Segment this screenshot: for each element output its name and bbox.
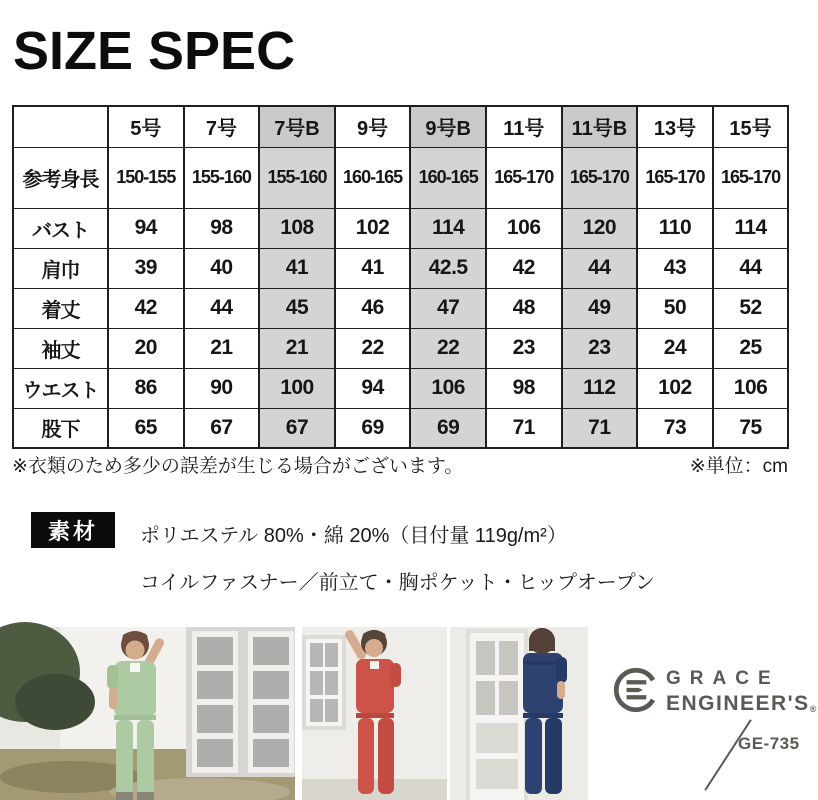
row-label-bust: バスト [13, 208, 108, 248]
table-cell: 98 [184, 208, 260, 248]
table-cell: 40 [184, 248, 260, 288]
table-cell: 42 [486, 248, 562, 288]
row-label-shoulder: 肩巾 [13, 248, 108, 288]
disclaimer-note: ※衣類のため多少の誤差が生じる場合がございます。 [12, 456, 464, 477]
brand-wordmark [666, 669, 818, 714]
table-cell: 49 [562, 288, 638, 328]
page-title: SIZE SPEC [13, 21, 296, 81]
registered-trademark-symbol: ® [809, 704, 818, 714]
row-label-length: 着丈 [13, 288, 108, 328]
table-cell: 23 [486, 328, 562, 368]
table-row-bust [13, 208, 788, 248]
table-cell: 114 [713, 208, 789, 248]
footer-photo-strip [0, 627, 818, 800]
col-header-7b: 7号B [259, 106, 335, 147]
table-cell: 75 [713, 408, 789, 448]
table-cell: 102 [637, 368, 713, 408]
grace-engineers-logo-icon [612, 666, 660, 714]
table-cell: 100 [259, 368, 335, 408]
table-cell: 22 [335, 328, 411, 368]
brand-name-grace: GRACE [666, 668, 780, 689]
table-cell: 94 [335, 368, 411, 408]
table-cell: 45 [259, 288, 335, 328]
table-cell: 52 [713, 288, 789, 328]
row-label-inseam: 股下 [13, 408, 108, 448]
photo-gap [295, 627, 302, 800]
row-label-height: 参考身長 [13, 147, 108, 208]
table-cell: 67 [184, 408, 260, 448]
header-row [13, 106, 788, 147]
table-cell: 46 [335, 288, 411, 328]
table-cell: 50 [637, 288, 713, 328]
table-cell: 150-155 [108, 147, 184, 208]
table-cell: 160-165 [335, 147, 411, 208]
table-row-waist [13, 368, 788, 408]
table-cell: 106 [486, 208, 562, 248]
table-cell: 73 [637, 408, 713, 448]
table-cell: 23 [562, 328, 638, 368]
table-cell: 42 [108, 288, 184, 328]
table-cell: 71 [562, 408, 638, 448]
table-cell: 94 [108, 208, 184, 248]
table-cell: 106 [713, 368, 789, 408]
col-header-11b: 11号B [562, 106, 638, 147]
table-cell: 42.5 [410, 248, 486, 288]
col-header-13: 13号 [637, 106, 713, 147]
table-cell: 25 [713, 328, 789, 368]
table-cell: 21 [184, 328, 260, 368]
photo-model-green-jumpsuit [0, 627, 295, 800]
photo-model-navy-jumpsuit [450, 627, 588, 800]
table-cell: 112 [562, 368, 638, 408]
photo-model-red-jumpsuit [302, 627, 447, 800]
col-header-7: 7号 [184, 106, 260, 147]
table-notes [12, 451, 788, 478]
table-cell: 110 [637, 208, 713, 248]
table-cell: 102 [335, 208, 411, 248]
table-row-shoulder [13, 248, 788, 288]
table-cell: 41 [335, 248, 411, 288]
table-cell: 160-165 [410, 147, 486, 208]
material-badge: 素材 [31, 512, 115, 548]
material-composition: ポリエステル 80%・綿 20%（目付量 119g/m²） [140, 525, 567, 547]
table-row-length [13, 288, 788, 328]
col-header-5: 5号 [108, 106, 184, 147]
table-cell: 155-160 [259, 147, 335, 208]
table-cell: 69 [335, 408, 411, 448]
table-cell: 108 [259, 208, 335, 248]
table-cell: 67 [259, 408, 335, 448]
table-cell: 86 [108, 368, 184, 408]
table-cell: 21 [259, 328, 335, 368]
table-cell: 43 [637, 248, 713, 288]
unit-note: ※単位：cm [689, 456, 788, 477]
table-row-height [13, 147, 788, 208]
product-model-code: GE-735 [738, 734, 800, 753]
table-cell: 90 [184, 368, 260, 408]
corner-cell [13, 106, 108, 147]
table-cell: 22 [410, 328, 486, 368]
col-header-11: 11号 [486, 106, 562, 147]
table-cell: 48 [486, 288, 562, 328]
table-cell: 24 [637, 328, 713, 368]
table-cell: 44 [713, 248, 789, 288]
brand-logo-area [588, 627, 818, 800]
table-row-inseam [13, 408, 788, 448]
brand-name-engineers: ENGINEER'S® [666, 692, 818, 715]
logo-slash-line [704, 719, 751, 791]
row-label-sleeve: 袖丈 [13, 328, 108, 368]
table-cell: 47 [410, 288, 486, 328]
table-cell: 41 [259, 248, 335, 288]
table-cell: 44 [184, 288, 260, 328]
table-cell: 165-170 [637, 147, 713, 208]
table-cell: 39 [108, 248, 184, 288]
table-cell: 69 [410, 408, 486, 448]
table-cell: 165-170 [713, 147, 789, 208]
col-header-9b: 9号B [410, 106, 486, 147]
table-cell: 165-170 [486, 147, 562, 208]
table-cell: 44 [562, 248, 638, 288]
size-spec-table [12, 105, 789, 449]
table-cell: 98 [486, 368, 562, 408]
table-row-sleeve [13, 328, 788, 368]
table-cell: 120 [562, 208, 638, 248]
table-cell: 155-160 [184, 147, 260, 208]
row-label-waist: ウエスト [13, 368, 108, 408]
material-features: コイルファスナー／前立て・胸ポケット・ヒップオープン [140, 572, 655, 594]
table-cell: 114 [410, 208, 486, 248]
col-header-9: 9号 [335, 106, 411, 147]
col-header-15: 15号 [713, 106, 789, 147]
table-cell: 65 [108, 408, 184, 448]
table-cell: 20 [108, 328, 184, 368]
table-cell: 106 [410, 368, 486, 408]
table-cell: 165-170 [562, 147, 638, 208]
table-cell: 71 [486, 408, 562, 448]
